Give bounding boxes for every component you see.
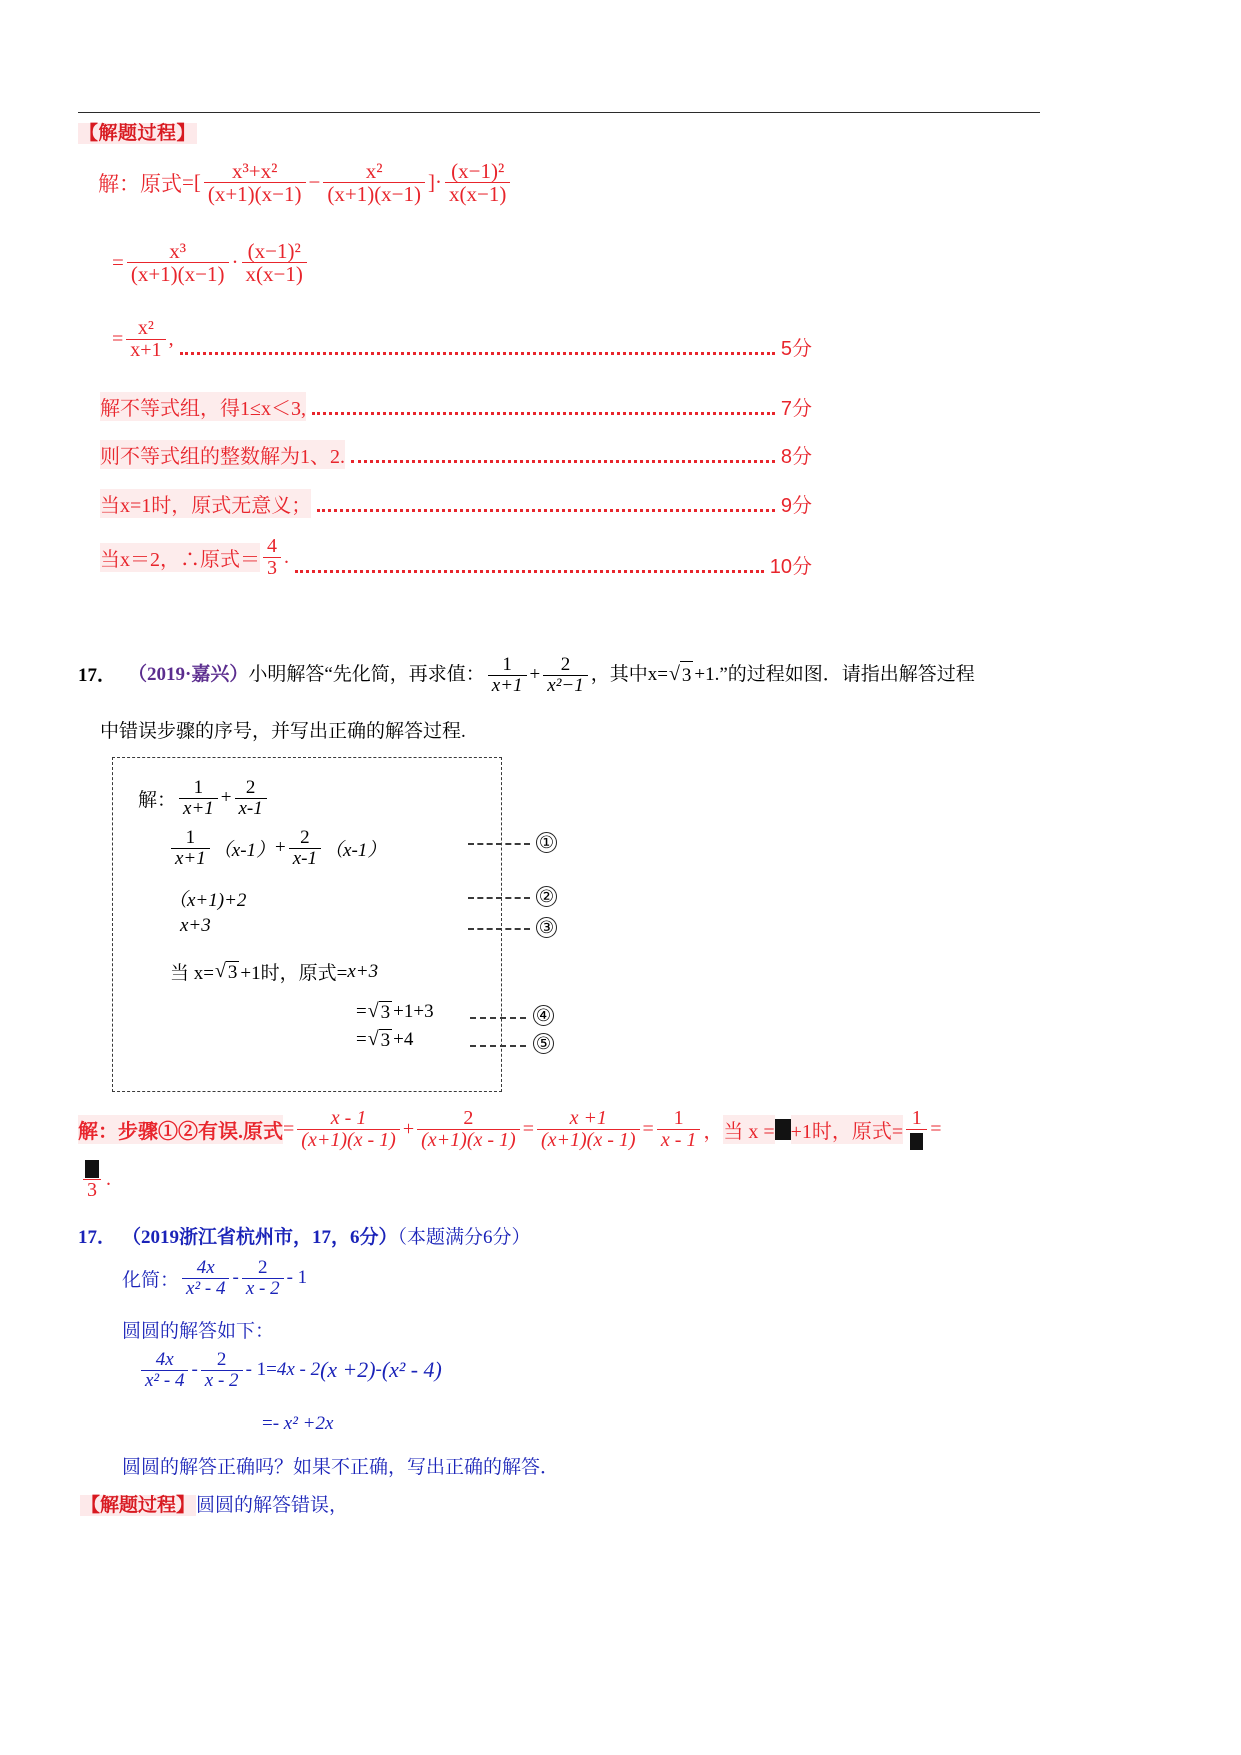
red-answer-fraction-3 xyxy=(537,1108,640,1151)
box-row2-fraction-2 xyxy=(289,828,321,869)
fraction-numerator: (x−1)² xyxy=(247,239,301,263)
statement-fraction-2 xyxy=(543,655,587,696)
fraction-denominator: 3 xyxy=(83,1179,101,1201)
fraction-numerator: x² xyxy=(137,317,154,339)
box-row1-fraction-1 xyxy=(179,778,218,819)
box-row2-term-2: （x-1） xyxy=(324,839,387,861)
red-answer-lead: 解：步骤①②有误.原式 xyxy=(78,1115,283,1144)
work-minus-3: - xyxy=(375,1359,382,1381)
box-row-4: x+3 xyxy=(180,915,211,936)
step-marker-2: ② xyxy=(536,886,557,907)
problem-17a-number: 17． xyxy=(78,665,117,686)
work-fraction-1 xyxy=(141,1350,188,1391)
sqrt-radicand: 3 xyxy=(380,1030,391,1051)
solution-process-label: 【解题过程】 xyxy=(79,123,197,144)
fraction-denominator: x² - 4 xyxy=(141,1370,188,1391)
red-answer-eq-2: = xyxy=(522,1118,534,1140)
simplify-fraction-1 xyxy=(182,1258,229,1299)
fraction-denominator: (x+1)(x - 1) xyxy=(537,1129,640,1151)
fraction-numerator: 2 xyxy=(560,654,571,675)
problem-17b-simplify-line xyxy=(122,1258,307,1299)
leader-dash-3 xyxy=(468,928,530,930)
line1-lead: 解：原式 xyxy=(98,171,182,196)
solution-process-label: 【解题过程】 xyxy=(81,1495,196,1516)
red-answer-eq-4: = xyxy=(930,1118,942,1140)
fraction-denominator: x² - 4 xyxy=(182,1278,229,1299)
sqrt-radicand: 3 xyxy=(227,961,238,983)
leader-dots xyxy=(295,570,764,573)
fraction-numerator: 2 xyxy=(216,1349,227,1370)
fraction-denominator: 3 xyxy=(263,557,281,579)
red-answer-result-fraction xyxy=(906,1108,927,1151)
work-paren-1: (x +2) xyxy=(320,1357,376,1382)
work-rhs: 4x - 2 xyxy=(276,1359,321,1381)
fraction-numerator: 1 xyxy=(185,827,196,848)
sqrt-glyph-glitch-icon xyxy=(775,1119,791,1140)
sqrt-icon: √ 3 xyxy=(214,959,238,983)
leader-dash-5 xyxy=(470,1045,526,1047)
leader-dash-1 xyxy=(468,843,530,845)
line7-prefix: 当x＝2，∴原式＝ xyxy=(100,543,260,572)
fraction-denominator: (x+1)(x−1) xyxy=(323,182,425,205)
box-row2-term-1: （x-1） xyxy=(212,839,276,861)
line6-text: 当x=1时，原式无意义； xyxy=(100,489,311,518)
sqrt-glyph-glitch-icon xyxy=(85,1160,99,1178)
step-marker-3: ③ xyxy=(536,917,557,938)
box-row6-eq: = xyxy=(356,1001,367,1022)
score-label-9: 9分 xyxy=(780,495,812,517)
simplify-lead: 化简： xyxy=(122,1269,180,1291)
fraction-numerator: x³+x² xyxy=(231,159,278,183)
box-row7-post: +4 xyxy=(393,1029,414,1050)
fraction-denominator: (x+1)(x−1) xyxy=(127,262,229,285)
problem-17b-work-line-2 xyxy=(262,1412,333,1435)
problem-17b-work-line-1 xyxy=(138,1350,442,1391)
fraction-denominator: x(x−1) xyxy=(242,262,307,285)
box-row5-post: x+3 xyxy=(347,960,379,982)
problem-17b-line3: 圆圆的解答正确吗？如果不正确，写出正确的解答． xyxy=(122,1457,560,1478)
fraction-numerator: 2 xyxy=(300,827,310,848)
red-answer-fraction-1 xyxy=(297,1108,400,1151)
problem-17b-line2: 圆圆的解答如下： xyxy=(122,1321,275,1342)
red-answer-eq-3: = xyxy=(642,1118,654,1140)
sqrt-radicand: 3 xyxy=(380,1002,391,1023)
statement-text-c: +1.”的过程如图．请指出解答过程 xyxy=(694,664,975,686)
fraction-numerator: 4 xyxy=(267,535,277,557)
fraction-denominator: x - 2 xyxy=(242,1278,284,1299)
sqrt-icon: √ 3 xyxy=(367,1000,391,1023)
box-row7-eq: = xyxy=(356,1029,367,1050)
fraction-denominator: x-1 xyxy=(289,848,321,869)
red-answer-final-fraction xyxy=(81,1158,103,1201)
box-row-7 xyxy=(356,1028,413,1052)
box-row-2 xyxy=(168,828,386,869)
solution-line-6 xyxy=(100,489,812,518)
fraction-numerator: 1 xyxy=(502,654,512,675)
box-row1-op: + xyxy=(220,787,232,809)
box-row5-mid: +1时，原式= xyxy=(240,963,348,984)
solution-line-1 xyxy=(98,160,513,205)
step-marker-5: ⑤ xyxy=(533,1033,554,1054)
line1-bracket-close: ] xyxy=(428,170,436,195)
line1-minus: − xyxy=(308,170,321,195)
leader-dots xyxy=(351,460,775,463)
fraction-numerator: x - 1 xyxy=(330,1107,367,1129)
red-answer-final xyxy=(78,1158,111,1201)
line1-dot: · xyxy=(435,170,443,195)
step-marker-1: ① xyxy=(536,832,557,853)
line1-fraction-3 xyxy=(445,160,510,205)
work-eq: = xyxy=(266,1359,277,1381)
line3-comma: , xyxy=(168,328,174,350)
fraction-numerator: 4x xyxy=(196,1257,215,1278)
line1-fraction-1 xyxy=(204,160,306,205)
red-answer-plus: + xyxy=(402,1118,415,1140)
statement-fraction-1 xyxy=(488,655,527,696)
fraction-denominator: x-1 xyxy=(235,798,267,819)
fraction-denominator xyxy=(906,1129,927,1151)
sqrt-icon: √ 3 xyxy=(367,1028,391,1051)
fraction-numerator xyxy=(81,1158,103,1179)
work-minus-1: - xyxy=(191,1359,198,1381)
red-answer-when: 当 x = xyxy=(723,1115,774,1144)
simplify-fraction-2 xyxy=(242,1258,284,1299)
line3-eq: = xyxy=(112,328,124,350)
score-label-7: 7分 xyxy=(780,398,812,420)
leader-dash-4 xyxy=(470,1017,526,1019)
fraction-denominator: x+1 xyxy=(171,848,210,869)
red-answer-eq-1: = xyxy=(283,1118,295,1140)
fraction-denominator: (x+1)(x - 1) xyxy=(417,1129,520,1151)
problem-17b-header xyxy=(122,1222,531,1249)
fraction-denominator: x - 2 xyxy=(201,1370,243,1391)
work2-eq: = xyxy=(262,1412,273,1434)
box-row-6 xyxy=(356,1000,434,1024)
fraction-numerator: x³ xyxy=(169,239,187,263)
red-answer-comma: ， xyxy=(703,1121,724,1143)
fraction-numerator: 2 xyxy=(257,1257,268,1278)
leader-dots xyxy=(317,509,775,512)
solution-line-7 xyxy=(100,536,812,579)
red-answer-final-period: . xyxy=(106,1168,111,1190)
fraction-numerator: 1 xyxy=(911,1107,922,1129)
line2-dot: · xyxy=(231,250,239,275)
line2-fraction-2 xyxy=(242,240,307,285)
sqrt-glyph-glitch-icon xyxy=(910,1133,923,1150)
leader-dots xyxy=(312,412,775,415)
box-row2-op: + xyxy=(275,837,286,859)
fraction-numerator: x² xyxy=(365,159,383,183)
fraction-denominator: (x+1)(x - 1) xyxy=(297,1129,400,1151)
problem-17a-text-a: 小明解答“先化简，再求值： xyxy=(248,664,485,686)
box-row1-lead: 解： xyxy=(138,789,177,811)
box-row2-fraction-1 xyxy=(171,828,210,869)
footer-text: 圆圆的解答错误， xyxy=(196,1495,349,1516)
leader-dash-2 xyxy=(468,897,530,899)
leader-dots xyxy=(180,352,775,355)
solution-line-4 xyxy=(100,392,812,421)
work-fraction-2 xyxy=(201,1350,243,1391)
line5-text: 则不等式组的整数解为1、2. xyxy=(100,440,345,469)
red-answer-line xyxy=(78,1108,941,1151)
solution-line-2 xyxy=(112,240,310,285)
problem-17a-source: （2019·嘉兴） xyxy=(128,664,249,686)
solution-line-5 xyxy=(100,440,812,469)
line2-fraction-1 xyxy=(127,240,229,285)
red-answer-when-tail: +1时， xyxy=(791,1115,852,1144)
line4-text: 解不等式组，得1≤x＜3, xyxy=(100,392,306,421)
problem-17a-statement-line2: 中错误步骤的序号，并写出正确的解答过程. xyxy=(100,721,466,742)
fraction-numerator: 4x xyxy=(155,1349,174,1370)
red-answer-fraction-4 xyxy=(657,1108,701,1151)
solution-process-heading xyxy=(78,118,197,145)
score-label-10: 10分 xyxy=(769,556,812,578)
solution-line-3 xyxy=(112,318,812,361)
statement-plus: + xyxy=(529,664,541,686)
statement-text-b: ，其中x= xyxy=(590,664,668,686)
line2-eq: = xyxy=(112,250,124,275)
fraction-denominator: x - 1 xyxy=(657,1129,701,1151)
box-row-5 xyxy=(170,958,378,985)
work-minus-2: - 1 xyxy=(245,1359,267,1381)
problem-17a-statement xyxy=(128,655,1088,696)
simplify-minus: - xyxy=(232,1267,239,1289)
fraction-numerator: 2 xyxy=(463,1107,474,1129)
problem-17b-footer xyxy=(80,1490,348,1517)
box-row5-pre: 当 x= xyxy=(170,963,214,984)
sqrt-radicand: 3 xyxy=(680,661,694,691)
score-label-8: 8分 xyxy=(780,446,812,468)
line1-fraction-2 xyxy=(323,160,425,205)
fraction-numerator: 1 xyxy=(673,1107,684,1129)
box-row-3: （x+1)+2 xyxy=(168,890,247,911)
work2-expr: - x² +2x xyxy=(272,1412,334,1434)
score-label-5: 5分 xyxy=(780,338,812,360)
fraction-denominator: x²−1 xyxy=(543,675,587,696)
line7-period: . xyxy=(284,546,289,568)
sqrt-icon: √ 3 xyxy=(669,660,693,691)
line7-fraction xyxy=(263,536,281,579)
work-paren-2: (x² - 4) xyxy=(381,1357,442,1382)
red-answer-result-lead: 原式= xyxy=(852,1115,903,1144)
step-marker-4: ④ xyxy=(533,1005,554,1026)
fraction-denominator: (x+1)(x−1) xyxy=(204,182,306,205)
fraction-numerator: (x−1)² xyxy=(451,159,505,183)
problem-17b-source: （2019浙江省杭州市，17，6分） xyxy=(122,1227,398,1248)
fraction-denominator: x+1 xyxy=(488,675,527,696)
simplify-tail: - 1 xyxy=(286,1267,308,1289)
fraction-numerator: 1 xyxy=(193,777,204,798)
fraction-denominator: x(x−1) xyxy=(445,182,510,205)
line1-eq: = xyxy=(182,170,194,195)
fraction-denominator: x+1 xyxy=(126,339,165,361)
fraction-numerator: x +1 xyxy=(569,1107,607,1129)
fraction-numerator: 2 xyxy=(245,777,256,798)
problem-17b-points: （本题满分6分） xyxy=(397,1227,531,1248)
problem-17b-number: 17． xyxy=(78,1227,117,1248)
box-row-1 xyxy=(138,778,270,819)
line3-fraction xyxy=(126,318,165,361)
red-answer-fraction-2 xyxy=(417,1108,520,1151)
header-rule xyxy=(78,112,1040,113)
fraction-denominator: x+1 xyxy=(179,798,218,819)
line1-bracket-open: [ xyxy=(193,170,201,195)
box-row1-fraction-2 xyxy=(235,778,267,819)
box-row6-post: +1+3 xyxy=(393,1001,434,1022)
